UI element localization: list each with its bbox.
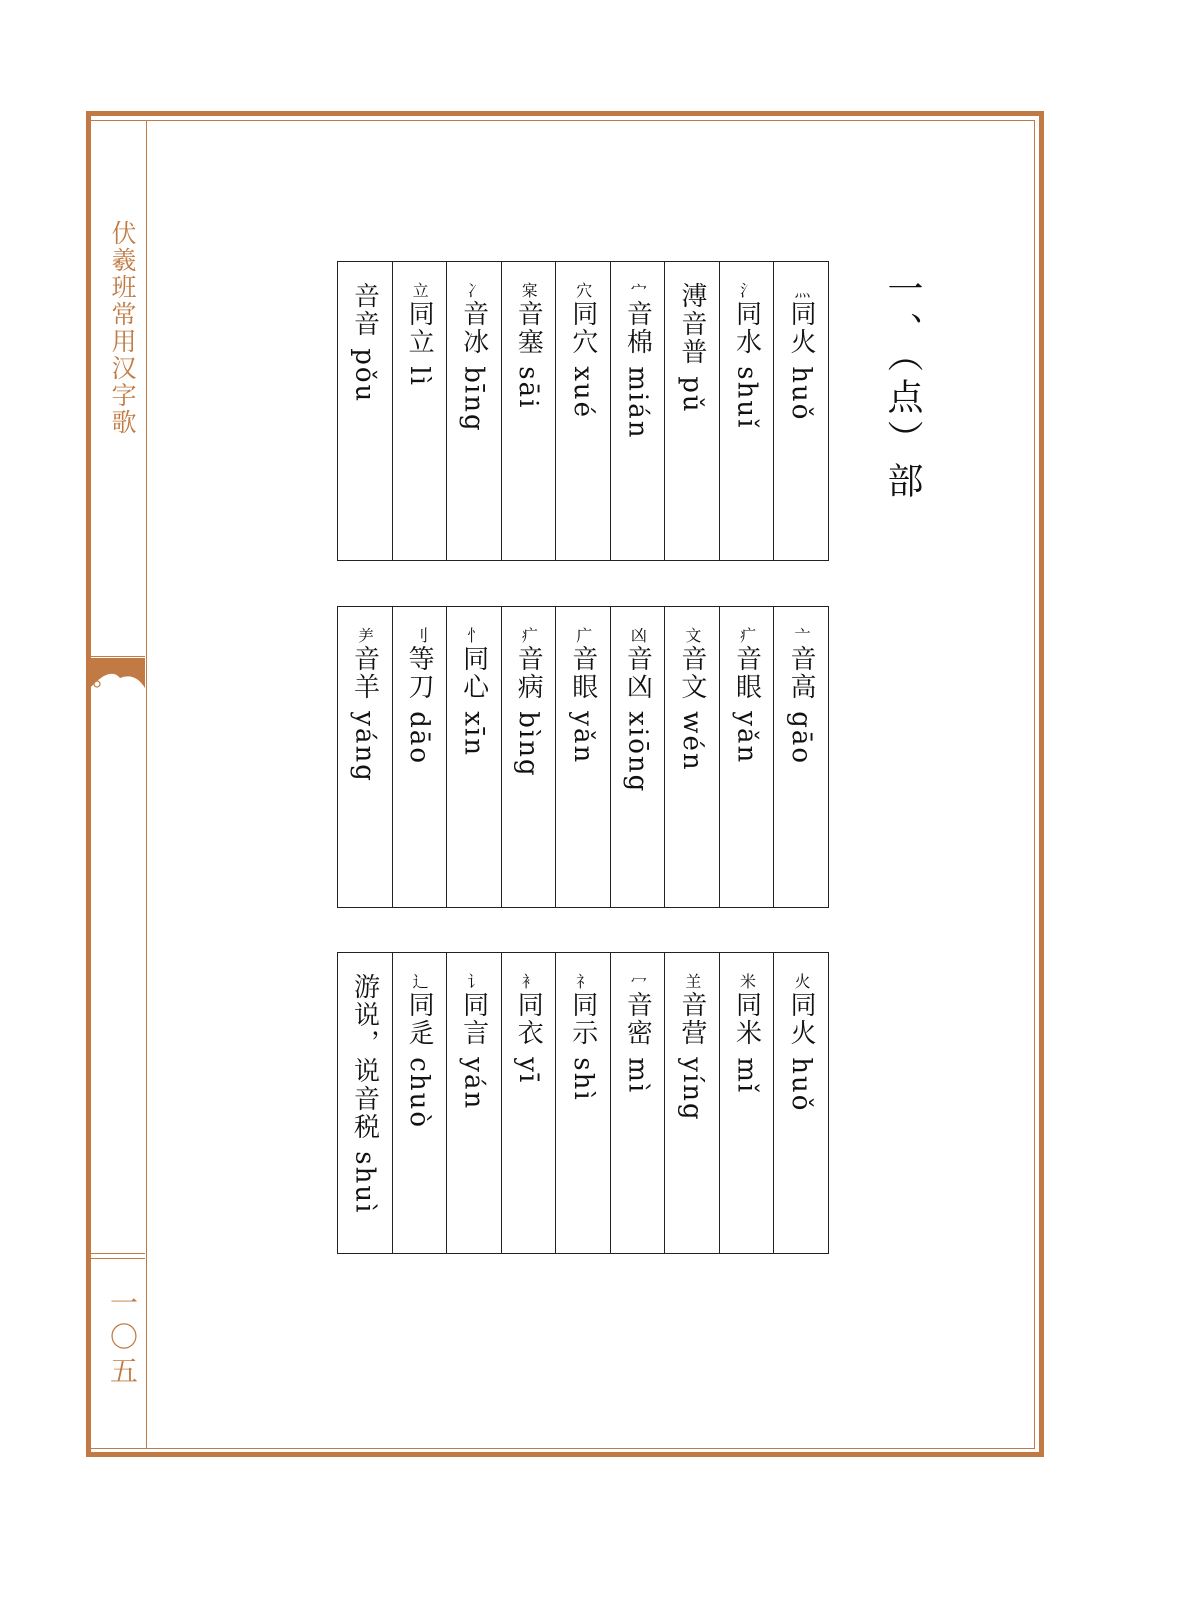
radical-glyph: 凶 (628, 627, 648, 645)
column-text: 等刀 dāo (404, 645, 435, 766)
table-column (338, 262, 392, 560)
table-column (501, 953, 556, 1253)
radical-glyph: 疒 (737, 627, 757, 645)
table-column (555, 953, 610, 1253)
radical-table-2 (337, 606, 829, 908)
column-text: 溥音普 pǔ (676, 282, 707, 414)
column-text: 音眼 yǎn (731, 645, 762, 765)
table-column (392, 262, 447, 560)
radical-glyph: 文 (682, 627, 702, 645)
column-text: 音眼 yǎn (567, 645, 598, 765)
fish-tail-ornament (90, 658, 145, 688)
column-text: 同辵 chuò (404, 991, 435, 1129)
table-column (773, 953, 828, 1253)
column-text: 同米 mǐ (731, 991, 762, 1095)
table-column (501, 607, 556, 907)
column-text: 音棉 mián (622, 300, 653, 440)
gutter-rule-bottom (90, 1253, 145, 1254)
table-column (664, 953, 719, 1253)
column-text: 游说，说音税 shuì (349, 973, 380, 1215)
radical-glyph: 立 (410, 282, 430, 300)
radical-glyph: 冖 (628, 973, 648, 991)
radical-glyph: 冫 (464, 282, 484, 300)
radical-table-1 (337, 261, 829, 561)
table-column (773, 262, 828, 560)
radical-glyph: 宲 (519, 282, 539, 300)
column-text: 音密 mì (622, 991, 653, 1095)
table-column (664, 607, 719, 907)
book-title: 伏羲班常用汉字歌 (108, 220, 137, 436)
radical-glyph: 辶 (410, 973, 430, 991)
column-text: 同火 huǒ (786, 991, 816, 1113)
radical-glyph: 米 (737, 973, 757, 991)
table-column (664, 262, 719, 560)
table-column (610, 262, 665, 560)
column-text: 音塞 sāi (513, 300, 544, 410)
radical-glyph: 广 (573, 627, 593, 645)
radical-glyph: 刂 (410, 627, 430, 645)
column-text: 音凶 xiōng (622, 645, 653, 794)
column-text: 音文 wén (676, 645, 707, 772)
table-column (610, 953, 665, 1253)
radical-glyph: 忄 (464, 627, 484, 645)
column-text: 音营 yíng (676, 991, 707, 1122)
radical-glyph: 氵 (737, 282, 757, 300)
gutter-divider (146, 121, 147, 1448)
table-column (338, 607, 392, 907)
gutter-rule-top (90, 656, 145, 657)
column-text: 同言 yán (458, 991, 489, 1111)
radical-glyph: 灬 (792, 282, 811, 300)
radical-glyph: 讠 (464, 973, 484, 991)
column-text: 同穴 xué (567, 300, 598, 420)
table-column (338, 953, 392, 1253)
gutter-rule-bottom-2 (90, 1258, 145, 1259)
radical-glyph: ⺶ (355, 627, 375, 645)
radical-glyph: 穴 (573, 282, 593, 300)
column-text: 音羊 yáng (349, 645, 380, 783)
table-column (446, 262, 501, 560)
column-text: 咅音 pǒu (349, 282, 380, 404)
column-text: 同心 xīn (458, 645, 489, 757)
table-column (719, 607, 774, 907)
radical-glyph: 𦍌 (682, 973, 702, 991)
column-text: 同水 shuǐ (731, 300, 762, 430)
table-column (773, 607, 828, 907)
radical-glyph: 疒 (519, 627, 539, 645)
radical-table-3 (337, 952, 829, 1254)
column-text: 同火 huǒ (786, 300, 816, 422)
table-column (555, 607, 610, 907)
column-text: 同衣 yī (513, 991, 544, 1085)
radical-glyph: 衤 (519, 973, 539, 991)
table-column (392, 607, 447, 907)
table-column (446, 607, 501, 907)
table-column (555, 262, 610, 560)
column-text: 音冰 bīng (458, 300, 489, 433)
table-column (501, 262, 556, 560)
section-heading: 一、（点）部 (882, 270, 923, 504)
table-column (610, 607, 665, 907)
table-column (446, 953, 501, 1253)
radical-glyph: 亠 (792, 627, 811, 645)
column-text: 同立 lì (404, 300, 435, 387)
column-text: 音病 bìng (513, 645, 544, 778)
column-text: 音高 gāo (786, 645, 816, 766)
table-column (719, 953, 774, 1253)
table-column (719, 262, 774, 560)
column-text: 同示 shì (567, 991, 598, 1102)
radical-glyph: 礻 (573, 973, 593, 991)
radical-glyph: 宀 (628, 282, 648, 300)
page-number: 一〇五 (106, 1288, 139, 1390)
radical-glyph: 火 (792, 973, 811, 991)
table-column (392, 953, 447, 1253)
